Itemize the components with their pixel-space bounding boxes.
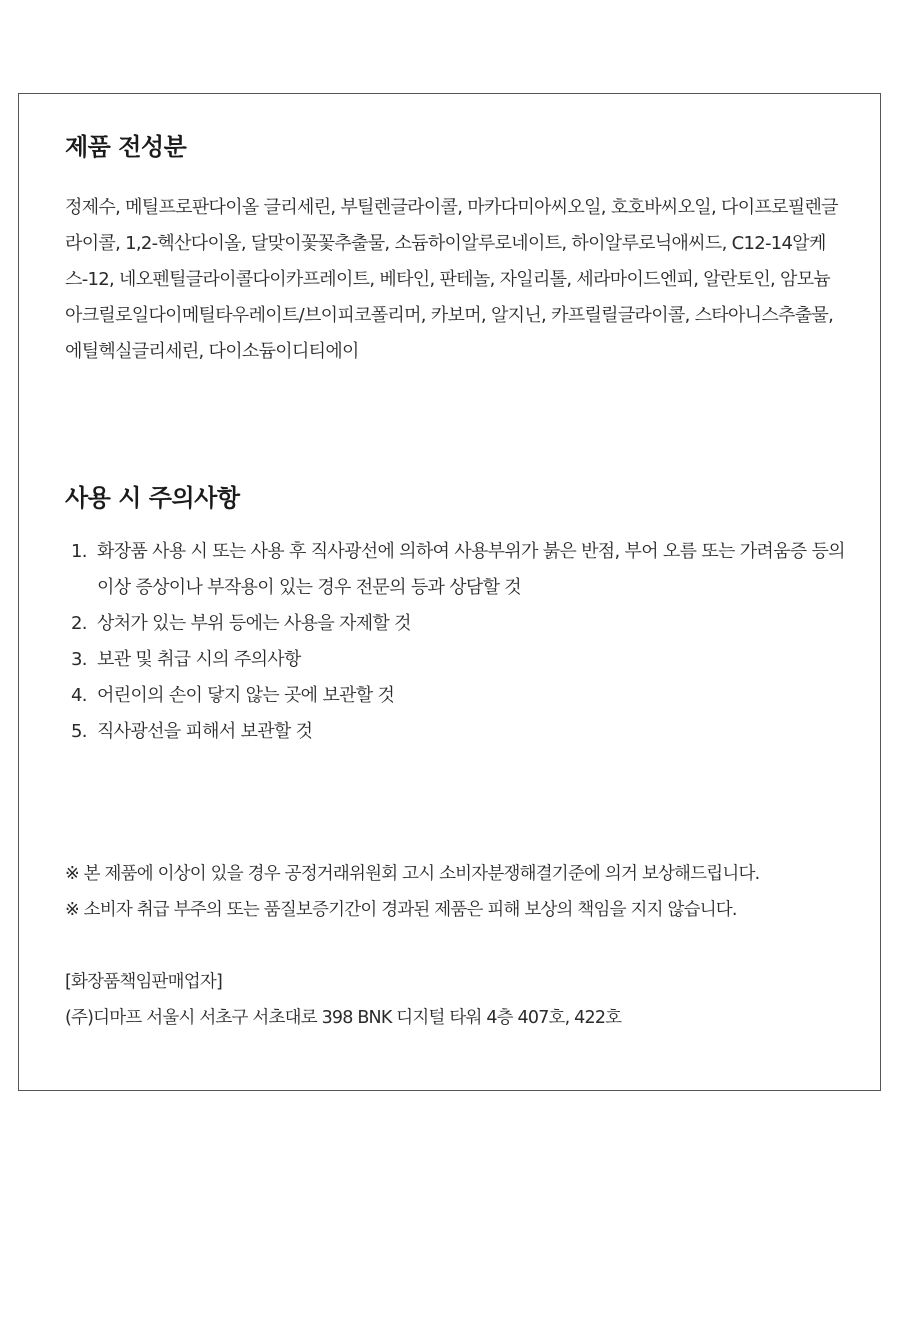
responsible-seller xyxy=(65,964,855,1036)
caution-item-number: 1. xyxy=(71,541,87,562)
ingredients-title: 제품 전성분 xyxy=(65,133,187,161)
caution-item-text: 어린이의 손이 닿지 않는 곳에 보관할 것 xyxy=(97,685,395,706)
caution-item-1 xyxy=(65,534,845,606)
caution-item-text: 직사광선을 피해서 보관할 것 xyxy=(97,721,313,742)
seller-label: [화장품책임판매업자] xyxy=(65,972,222,992)
product-info-box xyxy=(18,93,881,1091)
caution-title: 사용 시 주의사항 xyxy=(65,484,240,512)
caution-item-number: 2. xyxy=(71,613,87,634)
caution-item-text: 화장품 사용 시 또는 사용 후 직사광선에 의하여 사용부위가 붉은 반점, 부어 오름 또는 가려움증 등의 이상 증상이나 부작용이 있는 경우 전문의 등과 상담할 것 xyxy=(97,541,845,598)
notice-disclaimer: ※ 소비자 취급 부주의 또는 품질보증기간이 경과된 제품은 피해 보상의 책임을 지지 않습니다. xyxy=(65,900,737,920)
ingredients-list: 정제수, 메틸프로판다이올 글리세린, 부틸렌글라이콜, 마카다미아씨오일, 호호바씨오일, 다이프로필렌글라이콜, 1,2-헥산다이올, 달맞이꽃꽃추출물, 소듐하이알루로네이트, 하이알루로닉애씨드, C12-14알케스-12, 네오펜틸글라이콜다이카프레이트, 베타인, 판테놀, 자일리톨, 세라마이드엔피, 알란토인, 암모늄아크릴로일다이메틸타우레이트/브이피코폴리머, 카보머, 알지닌, 카프릴릴글라이콜, 스타아니스추출물, 에틸헥실글리세린, 다이소듐이디티에이 xyxy=(65,197,838,362)
caution-item-text: 상처가 있는 부위 등에는 사용을 자제할 것 xyxy=(97,613,411,634)
caution-item-number: 5. xyxy=(71,721,87,742)
caution-item-5 xyxy=(65,714,845,750)
caution-item-number: 4. xyxy=(71,685,87,706)
caution-list xyxy=(65,534,845,750)
compensation-notices xyxy=(65,856,855,928)
caution-item-number: 3. xyxy=(71,649,87,670)
caution-item-3 xyxy=(65,642,845,678)
caution-item-4 xyxy=(65,678,845,714)
notice-compensation: ※ 본 제품에 이상이 있을 경우 공정거래위원회 고시 소비자분쟁해결기준에 의거 보상해드립니다. xyxy=(65,864,760,884)
caution-item-2 xyxy=(65,606,845,642)
seller-info: (주)디마프 서울시 서초구 서초대로 398 BNK 디지털 타워 4층 407호, 422호 xyxy=(65,1008,622,1028)
caution-item-text: 보관 및 취급 시의 주의사항 xyxy=(97,649,301,670)
